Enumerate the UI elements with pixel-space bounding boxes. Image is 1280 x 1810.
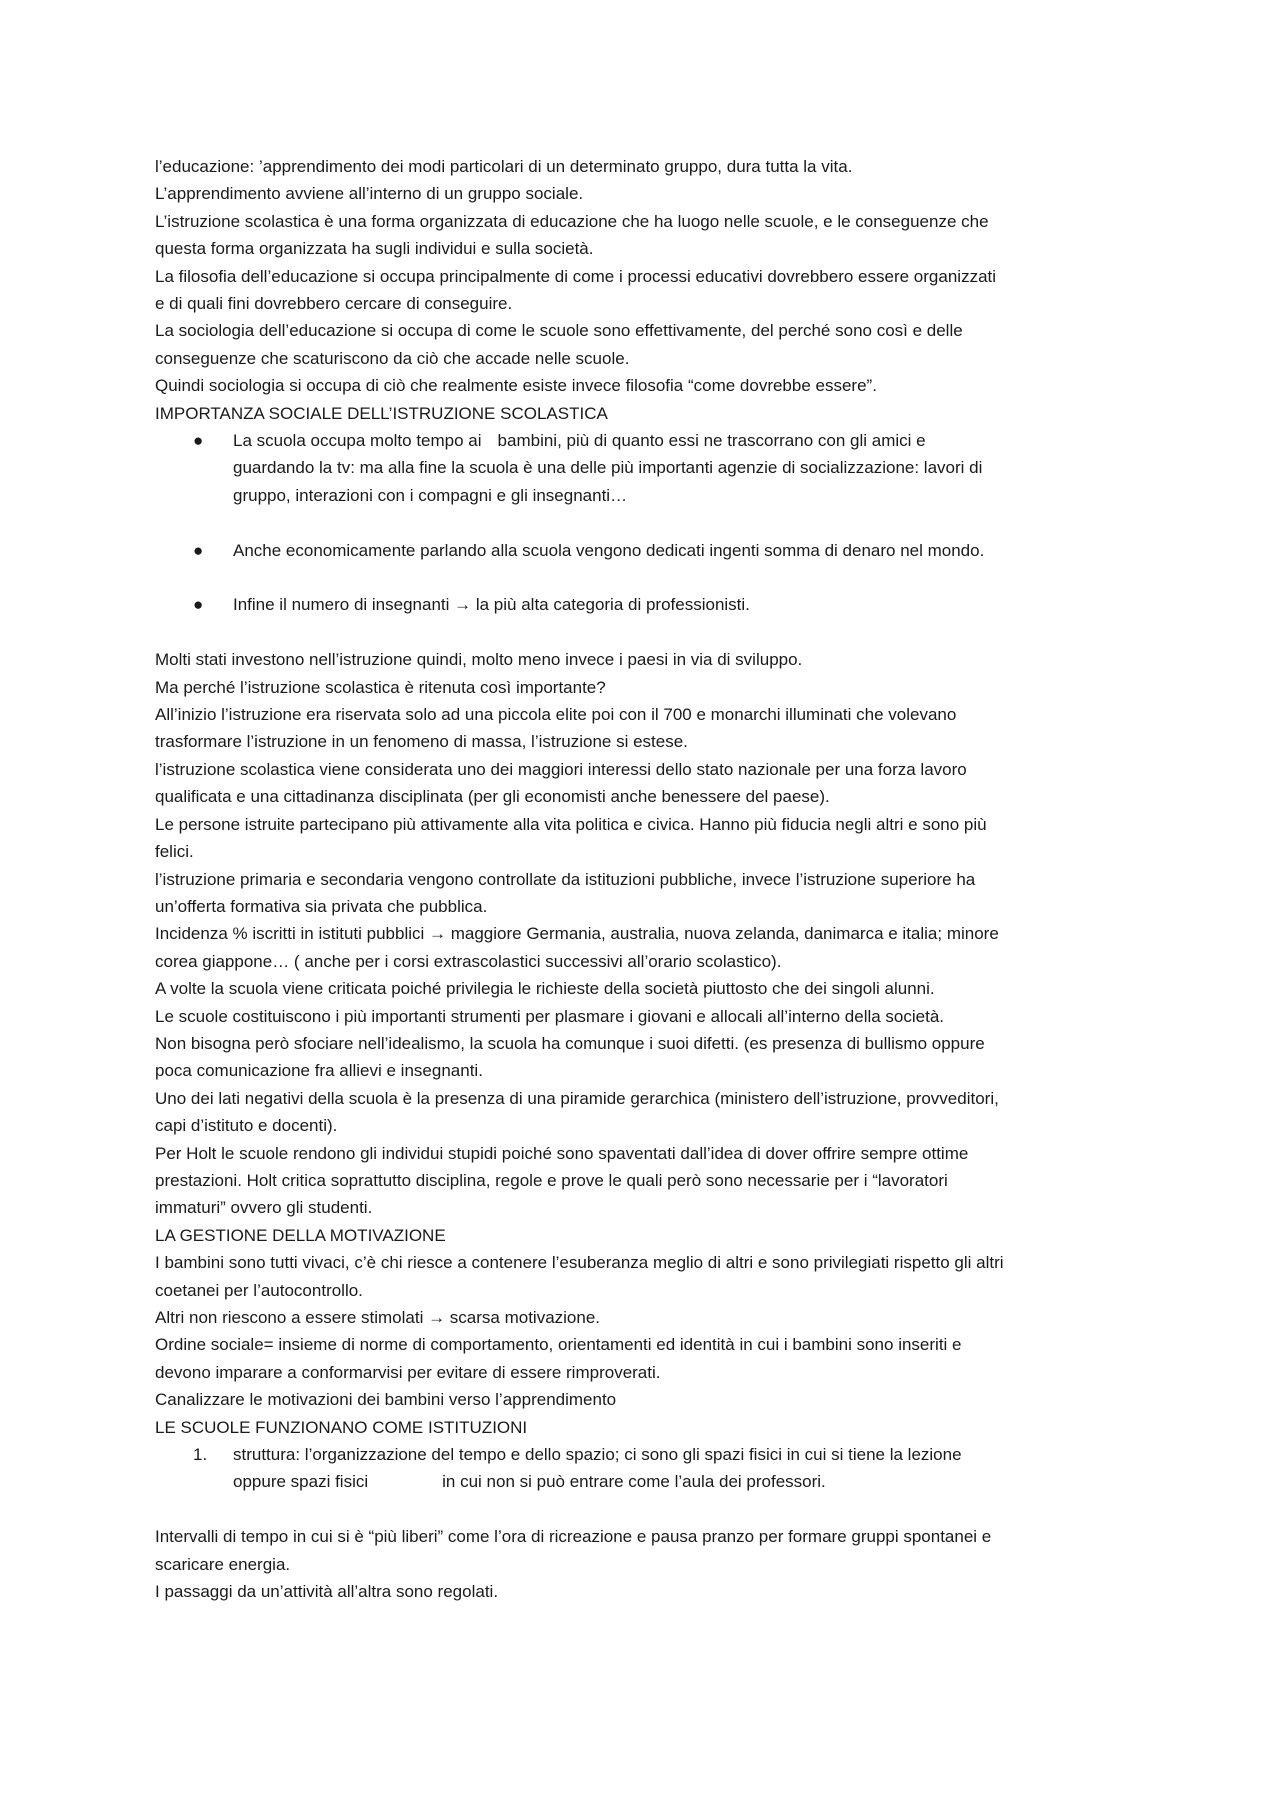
text-fragment: bambini, più di quanto essi ne trascorrano con gli amici e <box>497 431 926 451</box>
section-heading-importanza: IMPORTANZA SOCIALE DELL’ISTRUZIONE SCOLASTICA <box>155 403 608 423</box>
closing-section <box>155 1523 1130 1605</box>
text-line <box>233 1468 1130 1495</box>
text-line: prestazioni. Holt critica soprattutto disciplina, regole e prove le quali però sono necessarie per i “lavoratori <box>155 1170 948 1190</box>
text-line: un’offerta formativa sia privata che pubblica. <box>155 896 488 916</box>
text-line: La filosofia dell’educazione si occupa principalmente di come i processi educativi dovrebbero essere organizzati <box>155 266 997 286</box>
text-line: I passaggi da un’attività all’altra sono regolati. <box>155 1582 499 1602</box>
bullet-item <box>155 537 1130 564</box>
text-line: qualificata e una cittadinanza disciplinata (per gli economisti anche benessere del paese). <box>155 787 830 807</box>
text-line: Per Holt le scuole rendono gli individui stupidi poiché sono spaventati dall’idea di dover offrire sempre ottime <box>155 1143 969 1163</box>
text-line: coetanei per l’autocontrollo. <box>155 1280 363 1300</box>
bullet-marker: ● <box>193 431 204 451</box>
text-line: All’inizio l’istruzione era riservata solo ad una piccola elite poi con il 700 e monarchi illuminati che volevano <box>155 705 957 725</box>
text-line: Infine il numero di insegnanti → la più alta categoria di professionisti. <box>233 595 750 615</box>
numbered-item <box>155 1441 1130 1496</box>
text-line: I bambini sono tutti vivaci, c’è chi riesce a contenere l’esuberanza meglio di altri e sono privilegiati rispetto gli altri <box>155 1253 1004 1273</box>
text-fragment: in cui non si può entrare come l’aula dei professori. <box>442 1472 826 1492</box>
text-line: Anche economicamente parlando alla scuola vengono dedicati ingenti somma di denaro nel mondo. <box>233 540 985 560</box>
text-line: Incidenza % iscritti in istituti pubblici → maggiore Germania, australia, nuova zelanda, danimarca e italia; minore <box>155 924 999 944</box>
text-line: Le persone istruite partecipano più attivamente alla vita politica e civica. Hanno più fiducia negli altri e sono più <box>155 814 987 834</box>
text-line: struttura: l’organizzazione del tempo e dello spazio; ci sono gli spazi fisici in cui si tiene la lezione <box>233 1445 962 1465</box>
bullet-item <box>155 591 1130 618</box>
text-line: immaturi” ovvero gli studenti. <box>155 1198 373 1218</box>
bullet-marker: ● <box>193 540 204 560</box>
text-line: Altri non riescono a essere stimolati → scarsa motivazione. <box>155 1308 601 1328</box>
text-line: scaricare energia. <box>155 1554 291 1574</box>
text-line: Le scuole costituiscono i più importanti strumenti per plasmare i giovani e allocali all’interno della società. <box>155 1006 945 1026</box>
bullet-marker: ● <box>193 595 204 615</box>
text-line: corea giappone… ( anche per i corsi extrascolastici successivi all’orario scolastico). <box>155 951 782 971</box>
bullet-item <box>155 427 1130 509</box>
text-line: Uno dei lati negativi della scuola è la presenza di una piramide gerarchica (ministero dell’istruzione, provveditori, <box>155 1088 999 1108</box>
text-line: devono imparare a conformarvisi per evitare di essere rimproverati. <box>155 1362 661 1382</box>
body-section <box>155 646 1130 1441</box>
text-line <box>233 427 1130 454</box>
text-line: Ordine sociale= insieme di norme di comportamento, orientamenti ed identità in cui i bambini sono inseriti e <box>155 1335 962 1355</box>
text-line: gruppo, interazioni con i compagni e gli insegnanti… <box>233 485 628 505</box>
text-line: poca comunicazione fra allievi e insegnanti. <box>155 1061 483 1081</box>
text-line: l’istruzione scolastica viene considerata uno dei maggiori interessi dello stato nazionale per una forza lavoro <box>155 759 967 779</box>
text-line: La sociologia dell’educazione si occupa di come le scuole sono effettivamente, del perché sono così e delle <box>155 321 963 341</box>
text-line: Quindi sociologia si occupa di ciò che realmente esiste invece filosofia “come dovrebbe essere”. <box>155 376 877 396</box>
text-line: guardando la tv: ma alla fine la scuola è una delle più importanti agenzie di socializzazione: lavori di <box>233 458 983 478</box>
section-heading-motivazione: LA GESTIONE DELLA MOTIVAZIONE <box>155 1225 446 1245</box>
text-line: l’istruzione primaria e secondaria vengono controllate da istituzioni pubbliche, invece l’istruzione superiore ha <box>155 869 976 889</box>
text-line: Ma perché l’istruzione scolastica è ritenuta così importante? <box>155 677 606 697</box>
text-line: conseguenze che scaturiscono da ciò che accade nelle scuole. <box>155 348 630 368</box>
text-line: L’istruzione scolastica è una forma organizzata di educazione che ha luogo nelle scuole, e le conseguenze che <box>155 211 989 231</box>
text-line: A volte la scuola viene criticata poiché privilegia le richieste della società piuttosto che dei singoli alunni. <box>155 979 935 999</box>
intro-section <box>155 153 1130 427</box>
text-line: questa forma organizzata ha sugli individui e sulla società. <box>155 239 594 259</box>
section-heading-istituzioni: LE SCUOLE FUNZIONANO COME ISTITUZIONI <box>155 1417 528 1437</box>
text-line: felici. <box>155 842 194 862</box>
text-line: Intervalli di tempo in cui si è “più liberi” come l’ora di ricreazione e pausa pranzo per formare gruppi spontanei e <box>155 1527 992 1547</box>
text-line: capi d’istituto e docenti). <box>155 1116 338 1136</box>
number-marker: 1. <box>193 1445 208 1465</box>
text-line: Molti stati investono nell’istruzione quindi, molto meno invece i paesi in via di sviluppo. <box>155 650 803 670</box>
text-fragment: La scuola occupa molto tempo ai <box>233 431 482 451</box>
text-line: Canalizzare le motivazioni dei bambini verso l’apprendimento <box>155 1390 617 1410</box>
text-line: trasformare l’istruzione in un fenomeno di massa, l’istruzione si estese. <box>155 732 688 752</box>
text-line: Non bisogna però sfociare nell’idealismo, la scuola ha comunque i suoi difetti. (es presenza di bullismo oppure <box>155 1033 985 1053</box>
text-line: e di quali fini dovrebbero cercare di conseguire. <box>155 294 513 314</box>
text-line: L’apprendimento avviene all’interno di un gruppo sociale. <box>155 184 584 204</box>
text-fragment: oppure spazi fisici <box>233 1472 369 1492</box>
document-page <box>155 153 1130 1605</box>
text-line: l’educazione: ’apprendimento dei modi particolari di un determinato gruppo, dura tutta la vita. <box>155 157 853 176</box>
